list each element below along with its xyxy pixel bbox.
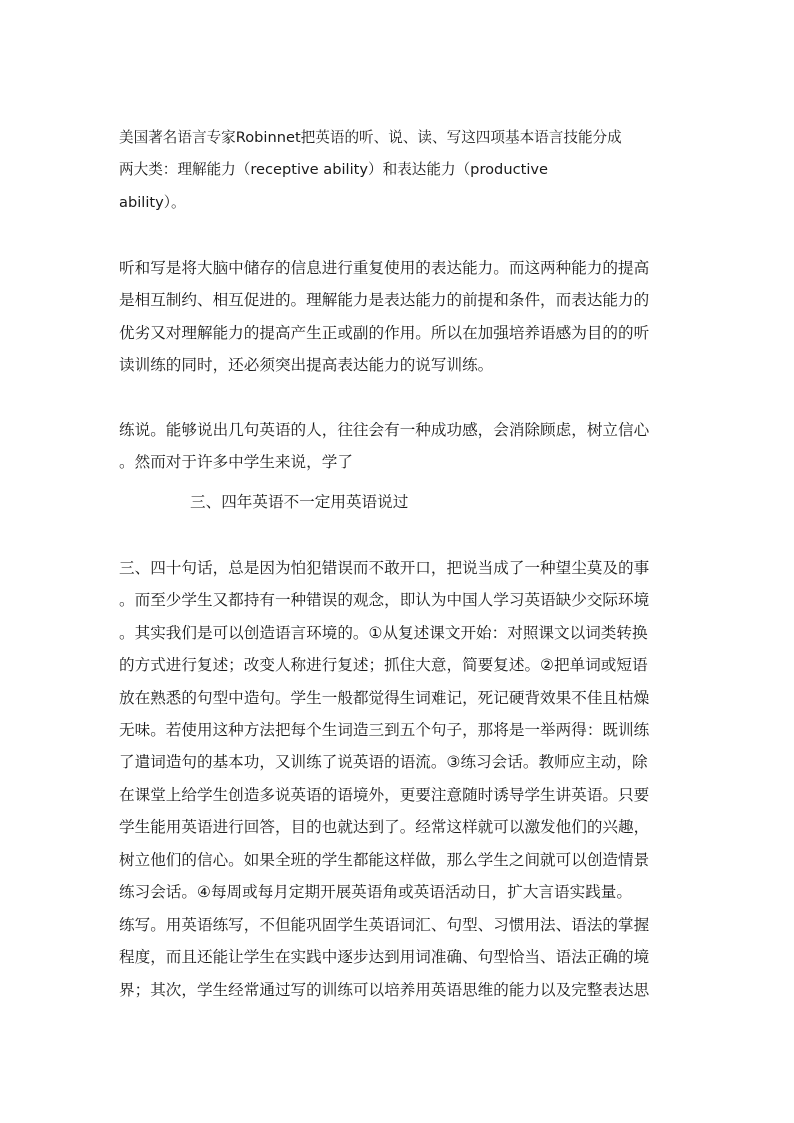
paragraph-line: 练写。用英语练写，不但能巩固学生英语词汇、句型、习惯用法、语法的掌握 [119,916,650,934]
paragraph-line: 。而至少学生又都持有一种错误的观念，即认为中国人学习英语缺少交际环境 [119,591,650,610]
paragraph-line: 是相互制约、相互促进的。理解能力是表达能力的前提和条件，而表达能力的 [119,291,650,310]
paragraph-line: 了遣词造句的基本功，又训练了说英语的语流。③练习会话。教师应主动，除 [119,753,648,772]
paragraph-line: 界；其次，学生经常通过写的训练可以培养用英语思维的能力以及完整表达思 [119,980,650,999]
paragraph-line: 练习会话。④每周或每月定期开展英语角或英语活动日，扩大言语实践量。 [119,882,632,901]
paragraph-2 [119,252,679,382]
paragraph-line: 三、四十句话，总是因为怕犯错误而不敢开口，把说当成了一种望尘莫及的事 [119,559,650,577]
paragraph-line: 在课堂上给学生创造多说英语的语境外，更要注意随时诱导学生讲英语。只要 [119,785,650,804]
paragraph-line: 程度，而且还能让学生在实践中逐步达到用词准确、句型恰当、语法正确的境 [119,948,650,967]
paragraph-line: 树立他们的信心。如果全班的学生都能这样做，那么学生之间就可以创造情景 [119,850,650,869]
paragraph-line: 优劣又对理解能力的提高产生正或副的作用。所以在加强培养语感为目的的听 [119,323,650,342]
paragraph-4 [119,552,679,908]
paragraph-line: 听和写是将大脑中储存的信息进行重复使用的表达能力。而这两种能力的提高 [119,259,650,277]
paragraph-line: 读训练的同时，还必须突出提高表达能力的说写训练。 [119,356,494,375]
paragraph-5 [119,909,679,1006]
paragraph-line: 练说。能够说出几句英语的人，往往会有一种成功感，会消除顾虑，树立信心 [119,421,650,439]
section-heading: 三、四年英语不一定用英语说过 [190,493,409,511]
paragraph-3 [119,414,679,479]
paragraph-line: 。然而对于许多中学生来说，学了 [119,453,353,472]
paragraph-1 [119,122,679,219]
paragraph-line: 。其实我们是可以创造语言环境的。①从复述课文开始：对照课文以词类转换 [119,623,648,642]
paragraph-line: 两大类：理解能力（receptive ability）和表达能力（productive [119,161,548,179]
paragraph-line: 学生能用英语进行回答，目的也就达到了。经常这样就可以激发他们的兴趣， [119,818,650,837]
paragraph-line: 无味。若使用这种方法把每个生词造三到五个句子，那将是一举两得：既训练 [119,720,650,739]
paragraph-line: 放在熟悉的句型中造句。学生一般都觉得生词难记，死记硬背效果不佳且枯燥 [119,688,650,707]
paragraph-line: 的方式进行复述；改变人称进行复述；抓住大意，简要复述。②把单词或短语 [119,656,648,675]
paragraph-line: ability）。 [119,193,186,211]
paragraph-line: 美国著名语言专家Robinnet把英语的听、说、读、写这四项基本语言技能分成 [119,129,622,146]
